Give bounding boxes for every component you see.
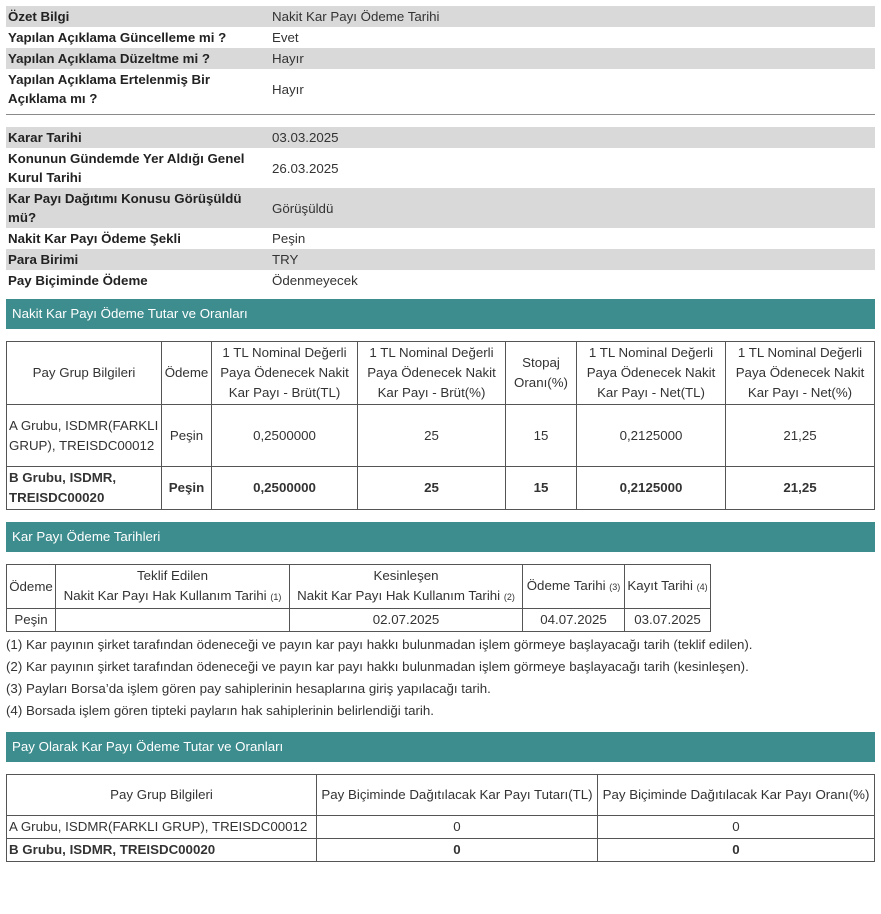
summary-row: [6, 69, 875, 109]
cell: [56, 609, 290, 632]
footnote: (4) Borsada işlem gören tipteki payların hak sahiplerinin belirlendiği tarih.: [6, 703, 434, 718]
footnote-ref: (1): [270, 592, 282, 602]
cell: 03.07.2025: [625, 609, 711, 632]
field-value: Ödenmeyecek: [272, 273, 358, 288]
col-header: Pay Grup Bilgileri: [7, 775, 317, 816]
field-label: Nakit Kar Payı Ödeme Şekli: [8, 231, 181, 246]
field-label: Yapılan Açıklama Ertelenmiş Bir Açıklama mı ?: [8, 72, 211, 106]
summary-row: [6, 48, 875, 69]
footnote: (2) Kar payının şirket tarafından ödeneceği ve payın kar payı hakkı bulunmadan işlem görmeye başlayacağı tarih (kesinleşen).: [6, 659, 749, 674]
col-header: Ödeme: [7, 565, 56, 609]
payment-dates-table: [6, 564, 711, 632]
cell: 0,2125000: [577, 467, 726, 510]
divider: [6, 114, 875, 115]
col-header-text: Nakit Kar Payı Hak Kullanım Tarihi: [63, 588, 267, 603]
col-header: 1 TL Nominal Değerli Paya Ödenecek Nakit Kar Payı - Net(%): [726, 342, 875, 405]
footnote-ref: (3): [609, 582, 621, 592]
page: [6, 6, 875, 862]
cash-dividend-table: [6, 341, 875, 510]
cell: 25: [358, 405, 506, 467]
field-value: Hayır: [267, 48, 875, 69]
details-row: [6, 148, 875, 188]
cell: 21,25: [726, 467, 875, 510]
field-value: TRY: [267, 249, 875, 270]
table-row: [7, 816, 875, 839]
cell: Peşin: [7, 609, 56, 632]
summary-row: [6, 27, 875, 48]
cell: 0,2125000: [577, 405, 726, 467]
details-table: [6, 127, 875, 291]
cell: 0,2500000: [212, 467, 358, 510]
cell: Peşin: [162, 467, 212, 510]
table-row: [7, 405, 875, 467]
field-label: Konunun Gündemde Yer Aldığı Genel Kurul Tarihi: [8, 151, 245, 185]
cell: 0: [598, 839, 875, 862]
col-header: 1 TL Nominal Değerli Paya Ödenecek Nakit Kar Payı - Brüt(%): [358, 342, 506, 405]
table-row: [7, 609, 711, 632]
footnote: (3) Payları Borsa’da işlem gören pay sahiplerinin hesaplarına giriş yapılacağı tarih.: [6, 681, 491, 696]
details-row: [6, 127, 875, 148]
col-header: Pay Grup Bilgileri: [7, 342, 162, 405]
field-label: Para Birimi: [6, 249, 267, 270]
field-label: Yapılan Açıklama Düzeltme mi ?: [6, 48, 267, 69]
cell: 25: [358, 467, 506, 510]
table-row: [7, 467, 875, 510]
field-label: Kar Payı Dağıtımı Konusu Görüşüldü mü?: [6, 188, 267, 228]
cell: 04.07.2025: [523, 609, 625, 632]
col-header: Ödeme: [162, 342, 212, 405]
col-header-text: Kayıt Tarihi: [627, 578, 693, 593]
table-header-row: [7, 775, 875, 816]
col-header-text: Nakit Kar Payı Hak Kullanım Tarihi: [297, 588, 501, 603]
cell: A Grubu, ISDMR(FARKLI GRUP), TREISDC00012: [7, 816, 317, 839]
col-header-line: [292, 586, 520, 607]
col-header: 1 TL Nominal Değerli Paya Ödenecek Nakit Kar Payı - Brüt(TL): [212, 342, 358, 405]
details-row: [6, 270, 875, 291]
cell: 15: [506, 405, 577, 467]
field-value: 26.03.2025: [272, 160, 339, 176]
col-header: 1 TL Nominal Değerli Paya Ödenecek Nakit Kar Payı - Net(TL): [577, 342, 726, 405]
field-label: Özet Bilgi: [6, 6, 267, 27]
col-header: Pay Biçiminde Dağıtılacak Kar Payı Tutarı(TL): [317, 775, 598, 816]
cell: B Grubu, ISDMR, TREISDC00020: [7, 467, 162, 510]
summary-table: [6, 6, 875, 109]
col-header: [625, 565, 711, 609]
field-value: Nakit Kar Payı Ödeme Tarihi: [267, 6, 875, 27]
footnotes: [6, 634, 875, 722]
footnote: (1) Kar payının şirket tarafından ödeneceği ve payın kar payı hakkı bulunmadan işlem görmeye başlayacağı tarih (teklif edilen).: [6, 637, 753, 652]
field-value: Peşin: [272, 231, 306, 246]
field-value: Hayır: [272, 81, 304, 97]
col-header-text: Ödeme Tarihi: [526, 578, 606, 593]
field-label: Karar Tarihi: [6, 127, 267, 148]
section-header-share: Pay Olarak Kar Payı Ödeme Tutar ve Oranları: [6, 732, 875, 762]
footnote-ref: (2): [503, 592, 515, 602]
cell: B Grubu, ISDMR, TREISDC00020: [7, 839, 317, 862]
cell: 0: [598, 816, 875, 839]
table-header-row: [7, 565, 711, 609]
cell: 02.07.2025: [290, 609, 523, 632]
field-label: Pay Biçiminde Ödeme: [8, 273, 148, 288]
details-row: [6, 228, 875, 249]
col-header: [523, 565, 625, 609]
col-header-line: Kesinleşen: [373, 568, 439, 583]
cell: 0: [317, 816, 598, 839]
cell: 0,2500000: [212, 405, 358, 467]
col-header-line: Teklif Edilen: [137, 568, 208, 583]
cell: A Grubu, ISDMR(FARKLI GRUP), TREISDC00012: [7, 405, 162, 467]
col-header: [56, 565, 290, 609]
section-header-cash: Nakit Kar Payı Ödeme Tutar ve Oranları: [6, 299, 875, 329]
details-row: [6, 188, 875, 228]
cell: 21,25: [726, 405, 875, 467]
col-header: [290, 565, 523, 609]
cell: Peşin: [162, 405, 212, 467]
field-label: Yapılan Açıklama Güncelleme mi ?: [8, 30, 227, 45]
share-dividend-table: [6, 774, 875, 862]
col-header: Pay Biçiminde Dağıtılacak Kar Payı Oranı(%): [598, 775, 875, 816]
col-header: Stopaj Oranı(%): [506, 342, 577, 405]
field-value: Evet: [272, 30, 299, 45]
field-value: 03.03.2025: [267, 127, 875, 148]
footnote-ref: (4): [696, 582, 708, 592]
field-value: Görüşüldü: [267, 188, 875, 228]
section-header-dates: Kar Payı Ödeme Tarihleri: [6, 522, 875, 552]
details-row: [6, 249, 875, 270]
cell: 0: [317, 839, 598, 862]
col-header-line: [58, 586, 287, 607]
table-row: [7, 839, 875, 862]
cell: 15: [506, 467, 577, 510]
summary-row: [6, 6, 875, 27]
table-header-row: [7, 342, 875, 405]
